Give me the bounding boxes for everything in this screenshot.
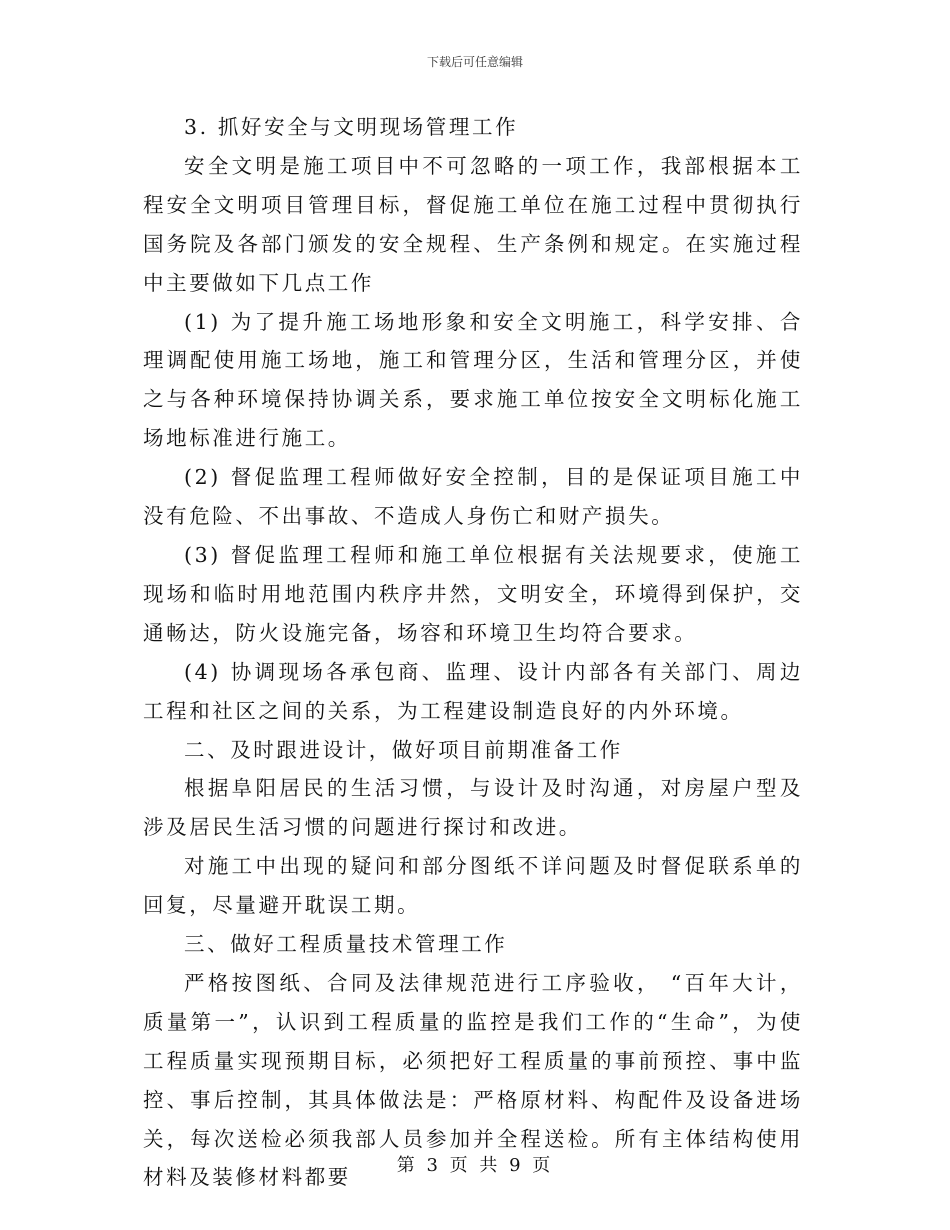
page-header: 下载后可任意编辑 xyxy=(426,55,523,69)
section-heading: 三、做好工程质量技术管理工作 xyxy=(184,932,508,957)
list-item: (1) 为了提升施工场地形象和安全文明施工，科学安排、合理调配使用施工场地，施工和管理分区，生活和管理分区，并使之与各种环境保持协调关系，要求施工单位按安全文明标化施工场地标准进行施工。 xyxy=(143,309,803,451)
body-paragraph: 根据阜阳居民的生活习惯，与设计及时沟通，对房屋户型及涉及居民生活习惯的问题进行探讨和改进。 xyxy=(143,776,803,840)
body-paragraph: 对施工中出现的疑问和部分图纸不详问题及时督促联系单的回复，尽量避开耽误工期。 xyxy=(143,854,803,918)
list-item: (4) 协调现场各承包商、监理、设计内部各有关部门、周边工程和社区之间的关系，为工程建设制造良好的内外环境。 xyxy=(143,659,803,723)
section-heading: 二、及时跟进设计，做好项目前期准备工作 xyxy=(184,737,623,762)
document-body xyxy=(143,108,803,1197)
section-heading: 3. 抓好安全与文明现场管理工作 xyxy=(184,115,519,139)
list-item: (3) 督促监理工程师和施工单位根据有关法规要求，使施工现场和临时用地范围内秩序井然，文明安全，环境得到保护，交通畅达，防火设施完备，场容和环境卫生均符合要求。 xyxy=(143,542,803,645)
list-item: (2) 督促监理工程师做好安全控制，目的是保证项目施工中没有危险、不出事故、不造成人身伤亡和财产损失。 xyxy=(143,465,803,529)
body-paragraph: 安全文明是施工项目中不可忽略的一项工作，我部根据本工程安全文明项目管理目标，督促施工单位在施工过程中贯彻执行国务院及各部门颁发的安全规程、生产条例和规定。在实施过程中主要做如下几点工作 xyxy=(143,153,803,295)
body-paragraph: 严格按图纸、合同及法律规范进行工序验收， “百年大计，质量第一”，认识到工程质量的监控是我们工作的“生命”，为使工程质量实现预期目标，必须把好工程质量的事前预控、事中监控、事后控制，其具体做法是：严格原材料、构配件及设备进场关，每次送检必须我部人员参加并全程送检。所有主体结构使用材料及装修材料都要 xyxy=(143,970,803,1190)
page-number: 第 3 页 共 9 页 xyxy=(396,1155,554,1176)
